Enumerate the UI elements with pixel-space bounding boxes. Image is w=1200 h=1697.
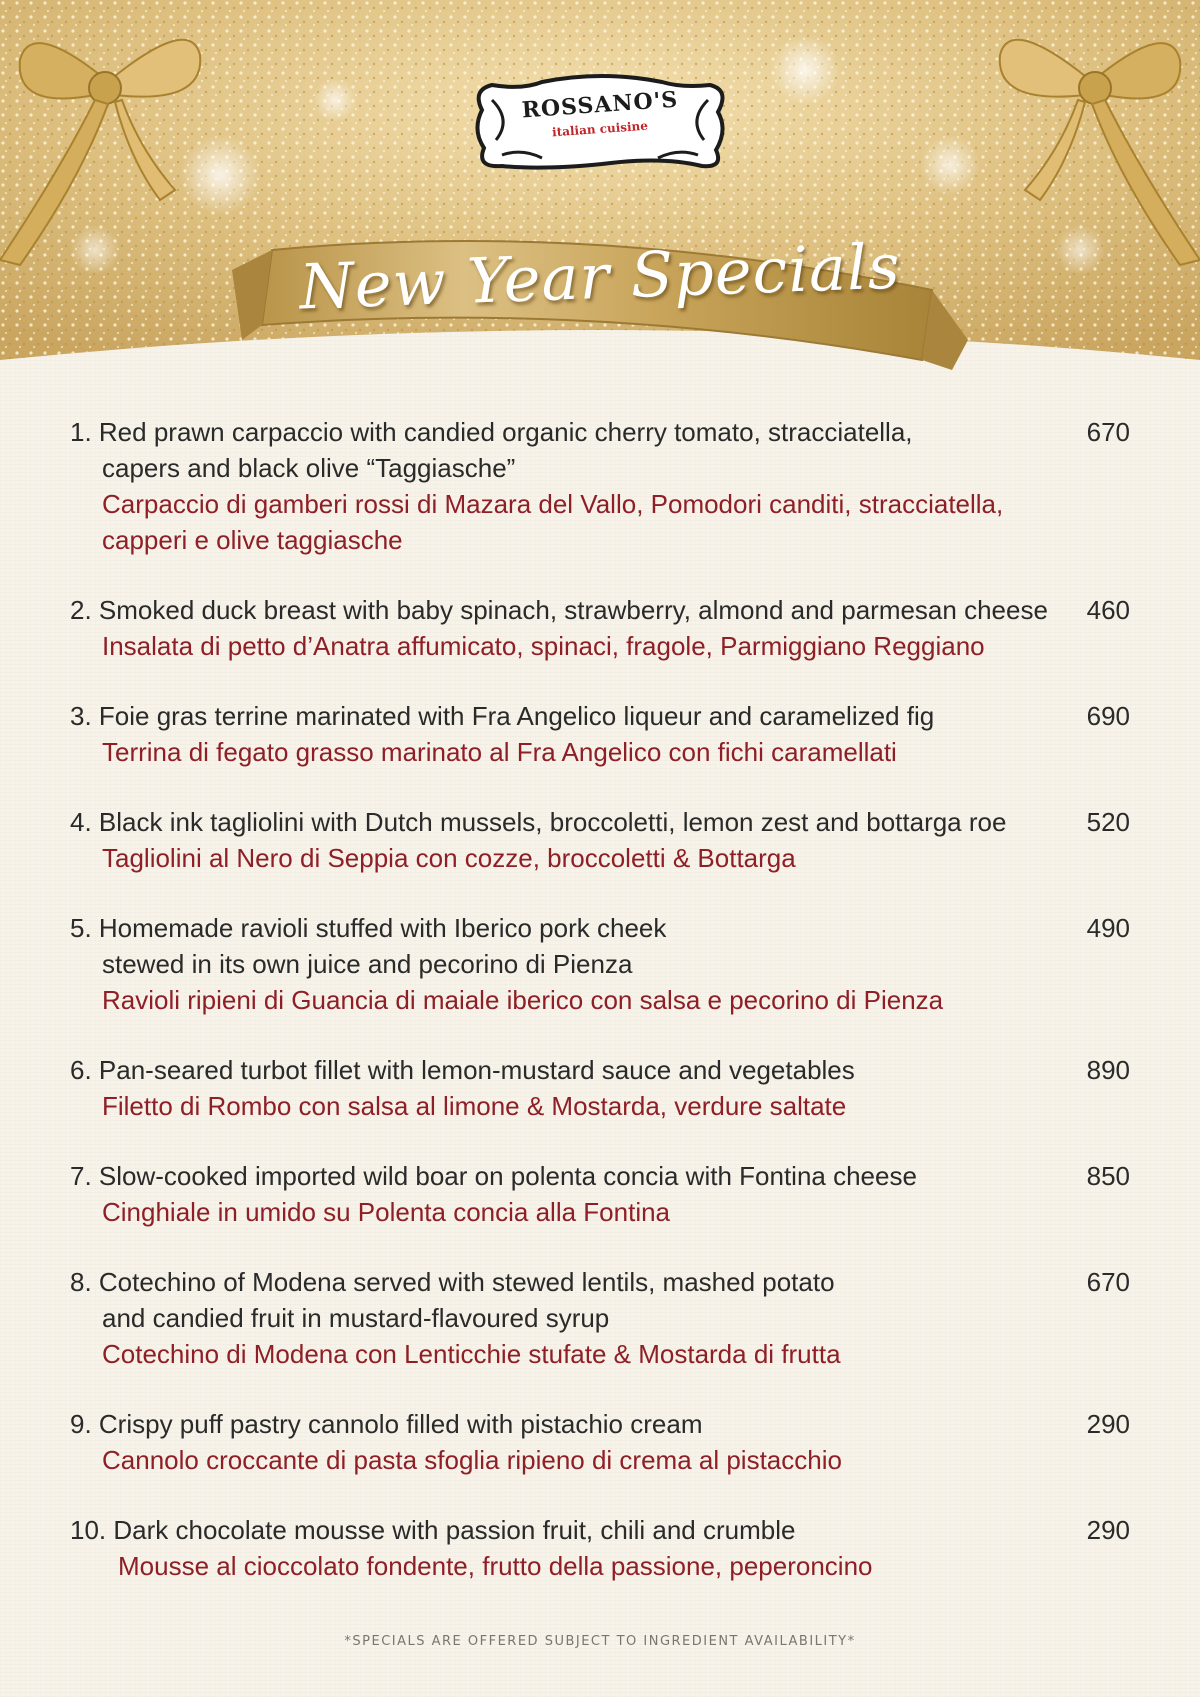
english-line: 3. Foie gras terrine marinated with Fra Angelico liqueur and caramelized fig <box>70 701 935 731</box>
menu-item-price: 670 <box>1086 417 1130 447</box>
menu-item <box>70 592 1130 664</box>
menu-item-english <box>70 1512 1130 1548</box>
english-line: 6. Pan-seared turbot fillet with lemon-mustard sauce and vegetables <box>70 1055 855 1085</box>
menu-item-english <box>70 698 1130 734</box>
english-line: capers and black olive “Taggiasche” <box>102 453 516 483</box>
menu-item-italian <box>70 840 1130 876</box>
english-line: and candied fruit in mustard-flavoured syrup <box>102 1303 610 1333</box>
menu-item-english <box>70 1052 1130 1088</box>
menu-item-english <box>70 910 1130 982</box>
menu-item <box>70 1264 1130 1372</box>
english-line: 5. Homemade ravioli stuffed with Iberico pork cheek <box>70 913 667 943</box>
menu-item-italian <box>70 1548 1130 1584</box>
menu-item <box>70 1406 1130 1478</box>
menu-item-english <box>70 1406 1130 1442</box>
menu-item-italian <box>70 486 1130 558</box>
menu-item <box>70 1052 1130 1124</box>
menu-item <box>70 698 1130 770</box>
menu-item-price: 290 <box>1086 1409 1130 1439</box>
italian-line: Terrina di fegato grasso marinato al Fra Angelico con fichi caramellati <box>102 737 897 767</box>
english-line: 9. Crispy puff pastry cannolo filled with pistachio cream <box>70 1409 703 1439</box>
menu-item-italian <box>70 1088 1130 1124</box>
english-line: 7. Slow-cooked imported wild boar on polenta concia with Fontina cheese <box>70 1161 917 1191</box>
italian-line: Cotechino di Modena con Lenticchie stufate & Mostarda di frutta <box>102 1339 841 1369</box>
menu-item <box>70 1158 1130 1230</box>
english-line: 4. Black ink tagliolini with Dutch mussels, broccoletti, lemon zest and bottarga roe <box>70 807 1007 837</box>
menu-item-english <box>70 1264 1130 1336</box>
menu-item-english <box>70 804 1130 840</box>
italian-line: Insalata di petto d’Anatra affumicato, spinaci, fragole, Parmiggiano Reggiano <box>102 631 985 661</box>
menu-item-italian <box>70 1442 1130 1478</box>
english-line: 8. Cotechino of Modena served with stewed lentils, mashed potato <box>70 1267 835 1297</box>
menu-item-price: 670 <box>1086 1267 1130 1297</box>
menu-item-italian <box>70 734 1130 770</box>
menu-item-italian <box>70 1194 1130 1230</box>
logo-name: ROSSANO'S <box>520 86 680 124</box>
italian-line: Carpaccio di gamberi rossi di Mazara del Vallo, Pomodori canditi, stracciatella, <box>102 489 1004 519</box>
italian-line: Cinghiale in umido su Polenta concia alla Fontina <box>102 1197 671 1227</box>
page-title: New Year Specials <box>298 229 902 324</box>
italian-line: Tagliolini al Nero di Seppia con cozze, broccoletti & Bottarga <box>102 843 796 873</box>
menu-item-price: 850 <box>1086 1161 1130 1191</box>
menu-item <box>70 910 1130 1018</box>
menu-item-english <box>70 1158 1130 1194</box>
english-line: 10. Dark chocolate mousse with passion fruit, chili and crumble <box>70 1515 796 1545</box>
menu-item <box>70 1512 1130 1584</box>
menu-item-italian <box>70 982 1130 1018</box>
menu-item-price: 290 <box>1086 1515 1130 1545</box>
restaurant-logo <box>462 70 738 180</box>
menu-item <box>70 804 1130 876</box>
menu-item-price: 520 <box>1086 807 1130 837</box>
menu-item-italian <box>70 628 1130 664</box>
gold-bow-right-icon <box>990 0 1200 270</box>
italian-line: Filetto di Rombo con salsa al limone & Mostarda, verdure saltate <box>102 1091 847 1121</box>
logo-subtitle: italian cuisine <box>551 118 649 140</box>
menu-item-price: 890 <box>1086 1055 1130 1085</box>
gold-bow-left-icon <box>0 0 210 270</box>
menu-item-price: 490 <box>1086 913 1130 943</box>
availability-footnote: *SPECIALS ARE OFFERED SUBJECT TO INGREDIENT AVAILABILITY* <box>344 1634 856 1649</box>
english-line: 1. Red prawn carpaccio with candied organic cherry tomato, stracciatella, <box>70 417 913 447</box>
italian-line: Cannolo croccante di pasta sfoglia ripieno di crema al pistacchio <box>102 1445 842 1475</box>
italian-line: Ravioli ripieni di Guancia di maiale iberico con salsa e pecorino di Pienza <box>102 985 944 1015</box>
menu-item-price: 690 <box>1086 701 1130 731</box>
menu-item-price: 460 <box>1086 595 1130 625</box>
menu-list <box>70 414 1130 1584</box>
italian-line: Mousse al cioccolato fondente, frutto della passione, peperoncino <box>118 1551 873 1581</box>
menu-item-english <box>70 592 1130 628</box>
menu-item-italian <box>70 1336 1130 1372</box>
menu-item-english <box>70 414 1130 486</box>
english-line: 2. Smoked duck breast with baby spinach, strawberry, almond and parmesan cheese <box>70 595 1048 625</box>
menu-item <box>70 414 1130 558</box>
english-line: stewed in its own juice and pecorino di Pienza <box>102 949 633 979</box>
italian-line: capperi e olive taggiasche <box>102 525 403 555</box>
